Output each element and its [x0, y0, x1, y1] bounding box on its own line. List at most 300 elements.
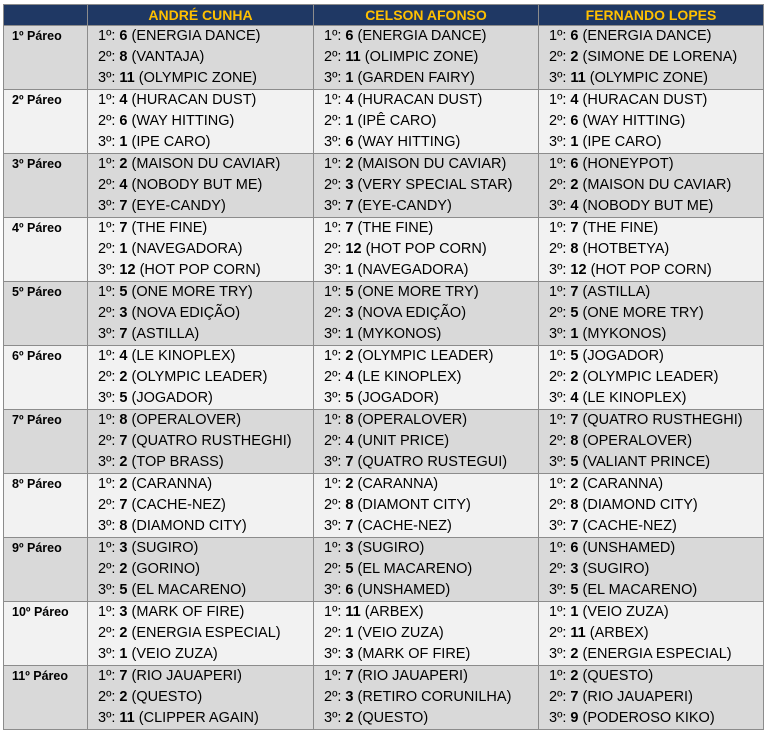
pick-position: 2º: — [549, 433, 567, 449]
pick-position: 2º: — [98, 49, 116, 65]
pick-cell-fernando — [539, 410, 764, 474]
horse-number: 7 — [345, 518, 354, 534]
pick-position: 3º: — [324, 710, 342, 726]
horse-name: (ENERGIA DANCE) — [357, 28, 487, 44]
horse-number: 11 — [570, 70, 586, 86]
horse-name: (EL MACARENO) — [582, 582, 698, 598]
pick-position: 3º: — [549, 390, 567, 406]
pick-line — [549, 559, 763, 580]
pick-line — [98, 111, 313, 132]
race-label: 8º Páreo — [4, 474, 88, 538]
pick-cell-fernando — [539, 218, 764, 282]
pick-line — [549, 132, 763, 153]
horse-name: (OPERALOVER) — [582, 433, 693, 449]
horse-number: 2 — [570, 476, 579, 492]
pick-line — [324, 239, 538, 260]
horse-number: 3 — [345, 177, 354, 193]
horse-number: 6 — [345, 582, 354, 598]
pick-line — [324, 68, 538, 89]
horse-number: 11 — [345, 49, 361, 65]
pick-cell-fernando — [539, 538, 764, 602]
horse-number: 8 — [570, 497, 579, 513]
pick-cell-andre — [88, 666, 314, 730]
pick-line — [549, 90, 763, 111]
pick-line — [98, 602, 313, 623]
pick-cell-celson — [314, 346, 539, 410]
pick-line — [98, 154, 313, 175]
horse-name: (QUATRO RUSTEGUI) — [357, 454, 508, 470]
horse-name: (HOT POP CORN) — [365, 241, 487, 257]
pick-position: 2º: — [324, 177, 342, 193]
pick-line — [324, 111, 538, 132]
horse-name: (QUATRO RUSTHEGHI) — [582, 412, 743, 428]
horse-name: (CACHE-NEZ) — [582, 518, 677, 534]
horse-number: 7 — [119, 198, 128, 214]
pick-line — [549, 708, 763, 729]
horse-name: (SUGIRO) — [357, 540, 425, 556]
pick-position: 1º: — [549, 412, 567, 428]
horse-number: 3 — [345, 689, 354, 705]
horse-name: (CARANNA) — [582, 476, 664, 492]
horse-name: (IPE CARO) — [582, 134, 662, 150]
pick-position: 1º: — [324, 604, 342, 620]
horse-number: 3 — [570, 561, 579, 577]
horse-name: (NOBODY BUT ME) — [582, 198, 714, 214]
pick-cell-celson — [314, 90, 539, 154]
pick-cell-fernando — [539, 666, 764, 730]
pick-line — [324, 474, 538, 495]
horse-number: 5 — [570, 305, 579, 321]
horse-name: (JOGADOR) — [357, 390, 439, 406]
pick-cell-andre — [88, 474, 314, 538]
horse-name: (MAISON DU CAVIAR) — [582, 177, 732, 193]
pick-line — [324, 90, 538, 111]
horse-name: (OLYMPIC LEADER) — [131, 369, 268, 385]
race-label: 9º Páreo — [4, 538, 88, 602]
pick-position: 2º: — [549, 561, 567, 577]
pick-line — [98, 538, 313, 559]
race-row — [4, 410, 764, 474]
pick-cell-andre — [88, 154, 314, 218]
horse-name: (JOGADOR) — [582, 348, 664, 364]
pick-cell-fernando — [539, 154, 764, 218]
horse-name: (LE KINOPLEX) — [357, 369, 462, 385]
pick-line — [549, 218, 763, 239]
pick-line — [98, 68, 313, 89]
horse-number: 1 — [345, 625, 354, 641]
pick-position: 1º: — [549, 284, 567, 300]
pick-position: 1º: — [98, 476, 116, 492]
horse-number: 7 — [570, 689, 579, 705]
pick-line — [324, 388, 538, 409]
horse-number: 8 — [345, 412, 354, 428]
horse-name: (HURACAN DUST) — [131, 92, 257, 108]
horse-number: 4 — [119, 92, 128, 108]
horse-number: 7 — [345, 668, 354, 684]
pick-line — [98, 644, 313, 665]
horse-name: (GARDEN FAIRY) — [357, 70, 475, 86]
horse-name: (MAISON DU CAVIAR) — [357, 156, 507, 172]
pick-position: 2º: — [549, 497, 567, 513]
horse-number: 2 — [119, 689, 128, 705]
pick-cell-celson — [314, 410, 539, 474]
horse-name: (CARANNA) — [131, 476, 213, 492]
horse-number: 5 — [570, 454, 579, 470]
horse-number: 1 — [570, 604, 579, 620]
pick-position: 1º: — [549, 668, 567, 684]
pick-position: 1º: — [549, 28, 567, 44]
pick-position: 2º: — [98, 625, 116, 641]
pick-position: 1º: — [549, 92, 567, 108]
race-row — [4, 474, 764, 538]
horse-name: (VERY SPECIAL STAR) — [357, 177, 513, 193]
pick-line — [549, 666, 763, 687]
pick-position: 1º: — [549, 220, 567, 236]
pick-cell-celson — [314, 282, 539, 346]
horse-name: (ENERGIA ESPECIAL) — [131, 625, 281, 641]
horse-name: (CACHE-NEZ) — [131, 497, 226, 513]
horse-name: (NAVEGADORA) — [357, 262, 469, 278]
pick-line — [549, 303, 763, 324]
pick-position: 2º: — [98, 241, 116, 257]
horse-name: (CACHE-NEZ) — [357, 518, 452, 534]
pick-line — [98, 474, 313, 495]
horse-number: 7 — [570, 412, 579, 428]
horse-number: 7 — [119, 220, 128, 236]
pick-line — [324, 175, 538, 196]
race-label: 7º Páreo — [4, 410, 88, 474]
pick-cell-celson — [314, 474, 539, 538]
pick-line — [324, 602, 538, 623]
pick-cell-fernando — [539, 474, 764, 538]
horse-number: 7 — [570, 220, 579, 236]
pick-line — [549, 431, 763, 452]
pick-line — [98, 282, 313, 303]
pick-position: 3º: — [324, 326, 342, 342]
pick-line — [324, 623, 538, 644]
horse-number: 4 — [345, 92, 354, 108]
pick-position: 3º: — [98, 646, 116, 662]
pick-line — [324, 495, 538, 516]
horse-number: 2 — [119, 625, 128, 641]
horse-number: 6 — [570, 540, 579, 556]
pick-line — [324, 196, 538, 217]
pick-position: 2º: — [549, 369, 567, 385]
race-row — [4, 538, 764, 602]
pick-position: 1º: — [98, 156, 116, 172]
pick-line — [324, 410, 538, 431]
horse-number: 2 — [570, 177, 579, 193]
pick-position: 2º: — [98, 561, 116, 577]
pick-position: 1º: — [324, 220, 342, 236]
pick-line — [98, 303, 313, 324]
pick-position: 2º: — [98, 305, 116, 321]
pick-cell-celson — [314, 218, 539, 282]
pick-line — [324, 452, 538, 473]
horse-number: 2 — [119, 369, 128, 385]
horse-name: (EYE-CANDY) — [357, 198, 452, 214]
pick-line — [324, 346, 538, 367]
pick-line — [324, 687, 538, 708]
pick-position: 1º: — [98, 604, 116, 620]
pick-line — [98, 495, 313, 516]
horse-number: 7 — [119, 668, 128, 684]
horse-name: (OLYMPIC LEADER) — [582, 369, 719, 385]
horse-name: (QUESTO) — [582, 668, 654, 684]
pick-position: 1º: — [324, 284, 342, 300]
pick-position: 1º: — [324, 540, 342, 556]
race-row — [4, 154, 764, 218]
pick-line — [98, 218, 313, 239]
pick-position: 1º: — [549, 476, 567, 492]
horse-name: (HOTBETYA) — [582, 241, 670, 257]
pick-line — [98, 623, 313, 644]
pick-line — [324, 324, 538, 345]
pick-position: 2º: — [324, 561, 342, 577]
pick-position: 3º: — [98, 198, 116, 214]
horse-number: 7 — [345, 198, 354, 214]
horse-name: (SUGIRO) — [131, 540, 199, 556]
pick-line — [98, 431, 313, 452]
race-label: 3º Páreo — [4, 154, 88, 218]
race-row — [4, 346, 764, 410]
pick-line — [324, 132, 538, 153]
pick-line — [324, 154, 538, 175]
horse-name: (HOT POP CORN) — [139, 262, 261, 278]
pick-position: 2º: — [549, 241, 567, 257]
pick-line — [98, 26, 313, 47]
horse-name: (ONE MORE TRY) — [131, 284, 253, 300]
pick-position: 1º: — [324, 476, 342, 492]
pick-line — [549, 68, 763, 89]
horse-name: (JOGADOR) — [131, 390, 213, 406]
pick-line — [549, 538, 763, 559]
horse-name: (VANTAJA) — [131, 49, 205, 65]
race-label: 5º Páreo — [4, 282, 88, 346]
horse-name: (MARK OF FIRE) — [131, 604, 245, 620]
pick-cell-fernando — [539, 90, 764, 154]
pick-line — [324, 431, 538, 452]
race-row — [4, 218, 764, 282]
pick-position: 1º: — [98, 412, 116, 428]
horse-number: 3 — [119, 604, 128, 620]
pick-position: 1º: — [549, 156, 567, 172]
pick-line — [324, 282, 538, 303]
horse-number: 12 — [119, 262, 136, 278]
pick-line — [324, 666, 538, 687]
horse-number: 2 — [570, 646, 579, 662]
horse-name: (VEIO ZUZA) — [582, 604, 669, 620]
horse-number: 1 — [119, 134, 128, 150]
horse-name: (LE KINOPLEX) — [131, 348, 236, 364]
horse-name: (DIAMOND CITY) — [131, 518, 247, 534]
horse-number: 7 — [119, 433, 128, 449]
horse-number: 1 — [345, 113, 354, 129]
horse-name: (ONE MORE TRY) — [357, 284, 479, 300]
pick-line — [98, 90, 313, 111]
pick-position: 3º: — [549, 134, 567, 150]
horse-number: 7 — [119, 497, 128, 513]
pick-position: 2º: — [324, 497, 342, 513]
pick-line — [98, 452, 313, 473]
horse-number: 8 — [570, 241, 579, 257]
pick-line — [324, 218, 538, 239]
horse-name: (HURACAN DUST) — [582, 92, 708, 108]
pick-position: 1º: — [98, 28, 116, 44]
horse-number: 7 — [345, 220, 354, 236]
pick-line — [98, 687, 313, 708]
pick-line — [324, 260, 538, 281]
pick-cell-andre — [88, 90, 314, 154]
horse-number: 7 — [570, 284, 579, 300]
horse-name: (NOBODY BUT ME) — [131, 177, 263, 193]
pick-position: 2º: — [549, 689, 567, 705]
pick-cell-celson — [314, 602, 539, 666]
pick-position: 2º: — [549, 49, 567, 65]
column-header-celson: CELSON AFONSO — [314, 5, 539, 26]
horse-number: 8 — [570, 433, 579, 449]
pick-position: 3º: — [324, 454, 342, 470]
pick-line — [98, 708, 313, 729]
race-label: 2º Páreo — [4, 90, 88, 154]
horse-name: (TOP BRASS) — [131, 454, 224, 470]
horse-number: 3 — [119, 540, 128, 556]
pick-line — [324, 47, 538, 68]
pick-line — [324, 516, 538, 537]
header-corner — [4, 5, 88, 26]
pick-line — [549, 175, 763, 196]
horse-name: (MAISON DU CAVIAR) — [131, 156, 281, 172]
pick-cell-andre — [88, 410, 314, 474]
race-label: 10º Páreo — [4, 602, 88, 666]
pick-position: 3º: — [549, 646, 567, 662]
pick-line — [549, 47, 763, 68]
horse-name: (ONE MORE TRY) — [582, 305, 704, 321]
horse-number: 6 — [119, 28, 128, 44]
pick-line — [324, 644, 538, 665]
pick-position: 3º: — [98, 390, 116, 406]
horse-name: (DIAMONT CITY) — [357, 497, 471, 513]
horse-number: 6 — [345, 28, 354, 44]
horse-number: 8 — [119, 518, 128, 534]
pick-line — [324, 580, 538, 601]
pick-position: 3º: — [324, 262, 342, 278]
horse-number: 4 — [119, 348, 128, 364]
horse-number: 6 — [345, 134, 354, 150]
horse-number: 11 — [570, 625, 586, 641]
horse-number: 3 — [345, 305, 354, 321]
pick-line — [98, 410, 313, 431]
pick-position: 3º: — [324, 518, 342, 534]
pick-line — [549, 687, 763, 708]
horse-name: (THE FINE) — [582, 220, 659, 236]
pick-cell-andre — [88, 26, 314, 90]
pick-line — [549, 623, 763, 644]
horse-number: 7 — [345, 454, 354, 470]
horse-name: (MARK OF FIRE) — [357, 646, 471, 662]
horse-number: 2 — [345, 156, 354, 172]
pick-line — [549, 580, 763, 601]
horse-name: (WAY HITTING) — [131, 113, 235, 129]
pick-position: 3º: — [324, 134, 342, 150]
pick-position: 1º: — [98, 284, 116, 300]
pick-position: 1º: — [549, 348, 567, 364]
horse-name: (EL MACARENO) — [131, 582, 247, 598]
horse-number: 2 — [345, 710, 354, 726]
horse-name: (MYKONOS) — [357, 326, 442, 342]
horse-number: 12 — [570, 262, 587, 278]
pick-position: 3º: — [98, 134, 116, 150]
horse-name: (OLYMPIC ZONE) — [589, 70, 708, 86]
pick-position: 3º: — [98, 582, 116, 598]
race-label: 11º Páreo — [4, 666, 88, 730]
horse-name: (HONEYPOT) — [582, 156, 674, 172]
horse-name: (RIO JAUAPERI) — [357, 668, 468, 684]
horse-name: (UNIT PRICE) — [357, 433, 450, 449]
pick-position: 2º: — [549, 625, 567, 641]
horse-number: 7 — [570, 518, 579, 534]
horse-name: (VEIO ZUZA) — [357, 625, 444, 641]
pick-position: 3º: — [98, 454, 116, 470]
horse-number: 1 — [570, 326, 579, 342]
horse-number: 5 — [119, 390, 128, 406]
pick-position: 2º: — [324, 689, 342, 705]
pick-cell-celson — [314, 538, 539, 602]
pick-line — [98, 196, 313, 217]
horse-name: (ASTILLA) — [582, 284, 651, 300]
horse-number: 2 — [345, 348, 354, 364]
horse-number: 4 — [570, 198, 579, 214]
horse-number: 8 — [119, 412, 128, 428]
pick-position: 2º: — [324, 113, 342, 129]
pick-line — [549, 26, 763, 47]
pick-line — [324, 26, 538, 47]
race-label: 1º Páreo — [4, 26, 88, 90]
pick-position: 2º: — [98, 113, 116, 129]
horse-name: (OPERALOVER) — [357, 412, 468, 428]
pick-position: 3º: — [549, 454, 567, 470]
horse-name: (OLYMPIC LEADER) — [357, 348, 494, 364]
pick-position: 3º: — [98, 70, 116, 86]
pick-position: 2º: — [324, 433, 342, 449]
pick-line — [98, 346, 313, 367]
horse-number: 1 — [119, 646, 128, 662]
horse-name: (UNSHAMED) — [582, 540, 676, 556]
horse-number: 4 — [570, 390, 579, 406]
horse-number: 8 — [119, 49, 128, 65]
pick-cell-andre — [88, 218, 314, 282]
horse-name: (NOVA EDIÇÃO) — [357, 305, 467, 321]
pick-line — [549, 474, 763, 495]
column-header-fernando: FERNANDO LOPES — [539, 5, 764, 26]
horse-name: (ENERGIA DANCE) — [582, 28, 712, 44]
race-row — [4, 90, 764, 154]
horse-number: 1 — [345, 70, 354, 86]
pick-position: 3º: — [98, 710, 116, 726]
pick-line — [324, 559, 538, 580]
horse-name: (ARBEX) — [364, 604, 424, 620]
pick-cell-celson — [314, 666, 539, 730]
horse-name: (EL MACARENO) — [357, 561, 473, 577]
horse-number: 5 — [119, 582, 128, 598]
horse-name: (ENERGIA DANCE) — [131, 28, 261, 44]
pick-position: 1º: — [98, 92, 116, 108]
horse-number: 4 — [570, 92, 579, 108]
horse-number: 7 — [119, 326, 128, 342]
horse-name: (RIO JAUAPERI) — [582, 689, 693, 705]
horse-name: (CLIPPER AGAIN) — [138, 710, 259, 726]
pick-position: 2º: — [324, 369, 342, 385]
